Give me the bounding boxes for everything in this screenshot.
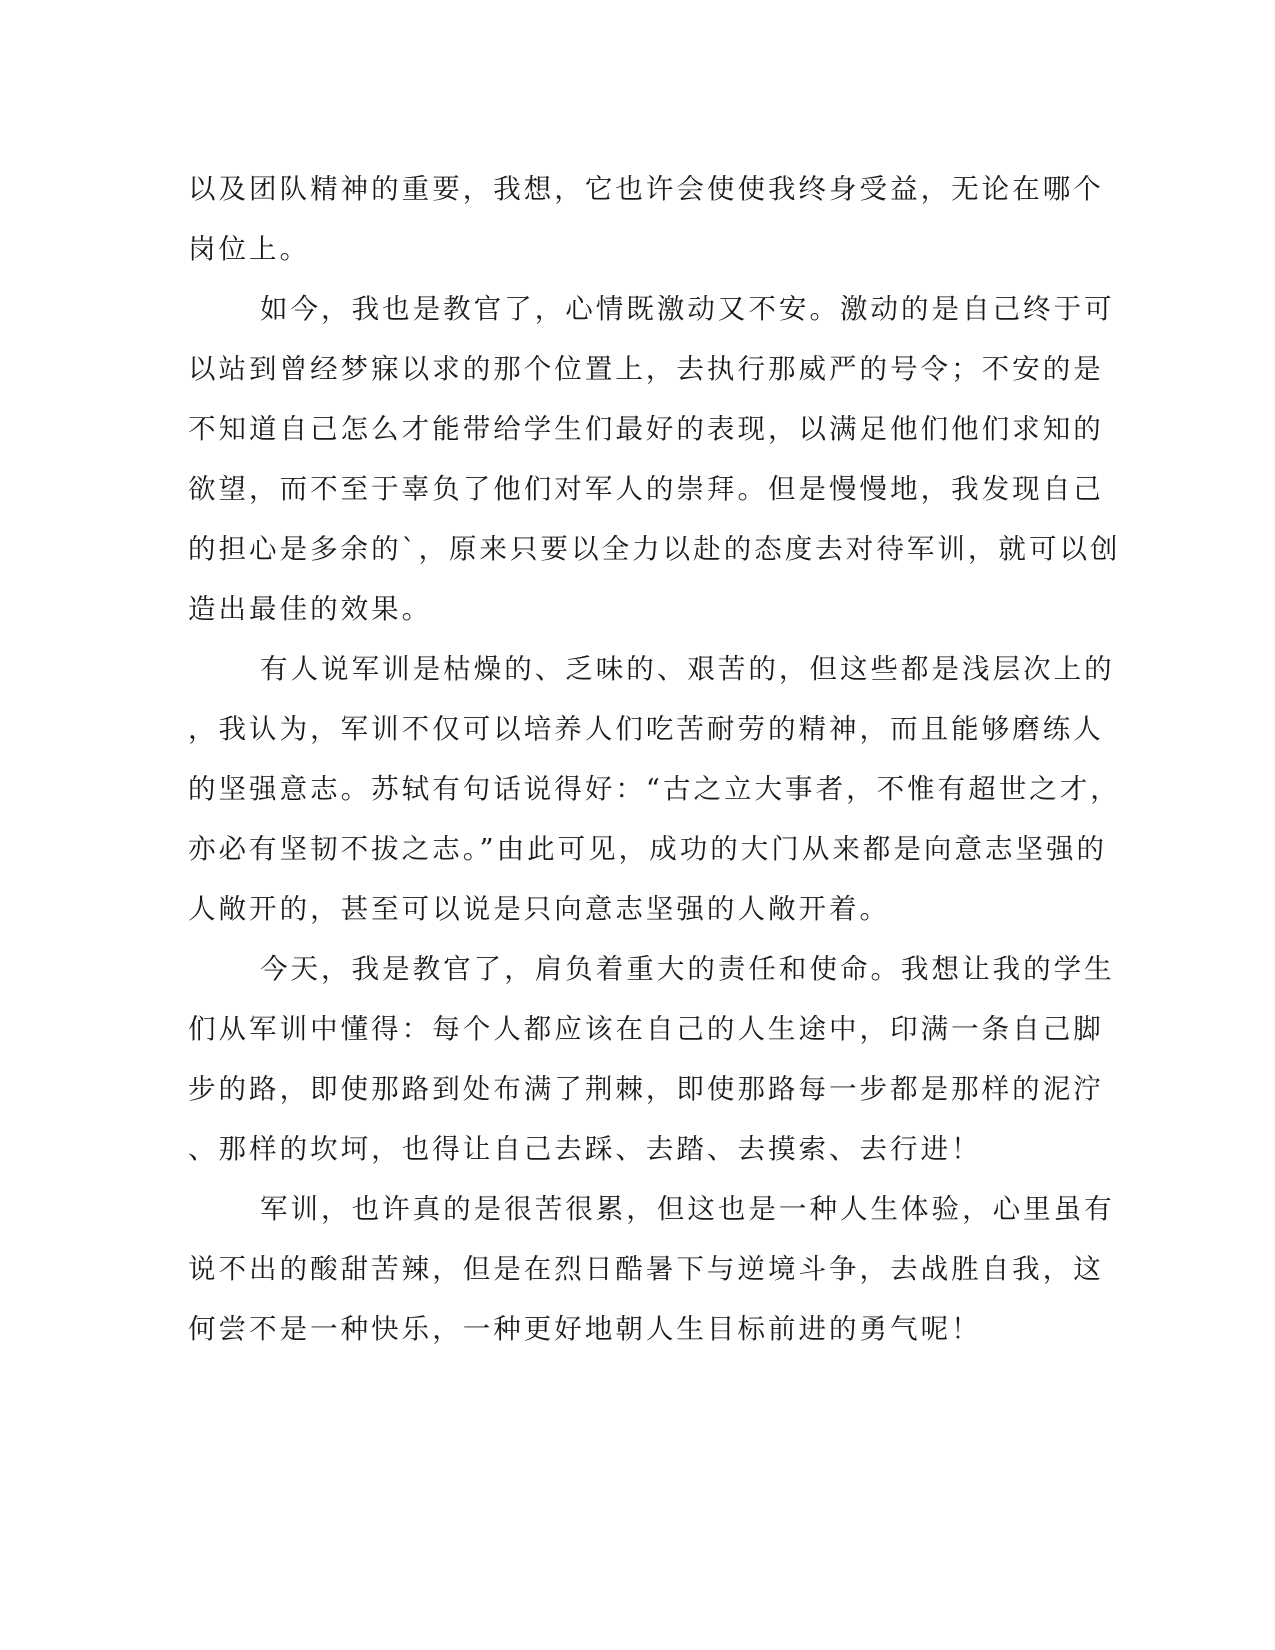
text-line: 以及团队精神的重要，我想，它也许会使使我终身受益，无论在哪个 <box>188 173 1104 205</box>
paragraph-start-line: 今天，我是教官了，肩负着重大的责任和使命。我想让我的学生 <box>260 953 1115 985</box>
text-line: ，我认为，军训不仅可以培养人们吃苦耐劳的精神，而且能够磨练人 <box>188 713 1104 745</box>
text-line: 的担心是多余的`，原来只要以全力以赴的态度去对待军训，就可以创 <box>188 533 1121 565</box>
text-line: 说不出的酸甜苦辣，但是在烈日酷暑下与逆境斗争，去战胜自我，这 <box>188 1253 1104 1285</box>
text-line: 的坚强意志。苏轼有句话说得好：“古之立大事者，不惟有超世之才， <box>188 773 1121 805</box>
text-line: 、那样的坎坷，也得让自己去踩、去踏、去摸索、去行进！ <box>188 1133 982 1165</box>
text-line: 何尝不是一种快乐，一种更好地朝人生目标前进的勇气呢！ <box>188 1313 982 1345</box>
text-line: 岗位上。 <box>188 233 311 265</box>
text-line: 欲望，而不至于辜负了他们对军人的崇拜。但是慢慢地，我发现自己 <box>188 473 1104 505</box>
text-line: 们从军训中懂得：每个人都应该在自己的人生途中，印满一条自己脚 <box>188 1013 1104 1045</box>
text-line: 造出最佳的效果。 <box>188 593 433 625</box>
text-line: 亦必有坚韧不拔之志。”由此可见，成功的大门从来都是向意志坚强的 <box>188 833 1108 865</box>
paragraph-start-line: 军训，也许真的是很苦很累，但这也是一种人生体验，心里虽有 <box>260 1193 1115 1225</box>
text-line: 不知道自己怎么才能带给学生们最好的表现，以满足他们他们求知的 <box>188 413 1104 445</box>
body-text <box>188 159 1121 1359</box>
text-line: 步的路，即使那路到处布满了荆棘，即使那路每一步都是那样的泥泞 <box>188 1073 1104 1105</box>
paragraph-start-line: 如今，我也是教官了，心情既激动又不安。激动的是自己终于可 <box>260 293 1115 325</box>
text-line: 人敞开的，甚至可以说是只向意志坚强的人敞开着。 <box>188 893 891 925</box>
paragraph-start-line: 有人说军训是枯燥的、乏味的、艰苦的，但这些都是浅层次上的 <box>260 653 1115 685</box>
text-line: 以站到曾经梦寐以求的那个位置上，去执行那威严的号令；不安的是 <box>188 353 1104 385</box>
